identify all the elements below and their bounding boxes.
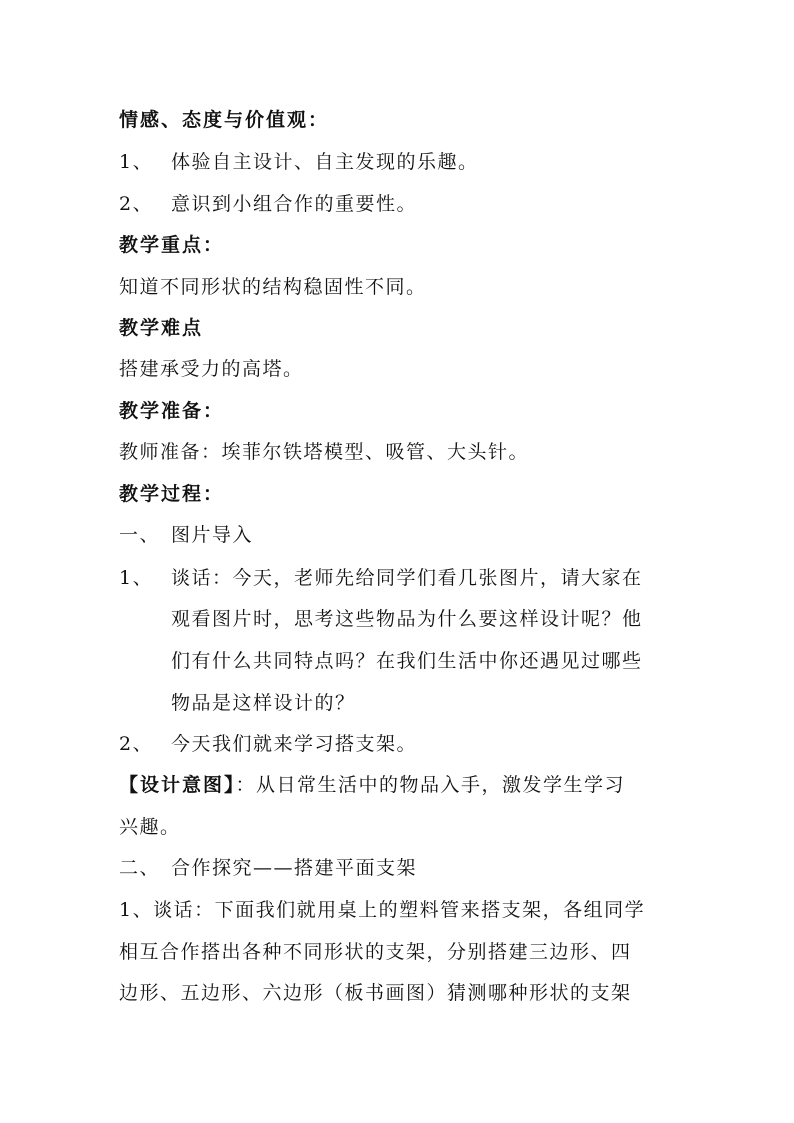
section-number: 一、	[119, 524, 161, 546]
paragraph-text: 今天我们就来学习搭支架。	[171, 733, 418, 755]
paragraph-3-line-1: 1、谈话：下面我们就用桌上的塑料管来搭支架，各组同学	[119, 899, 646, 921]
heading-emotion: 情感、态度与价值观：	[119, 109, 330, 131]
preparation-text: 教师准备：埃菲尔铁塔模型、吸管、大头针。	[119, 441, 530, 463]
heading-key-points: 教学重点：	[119, 234, 225, 256]
paragraph-text: 谈话：今天，老师先给同学们看几张图片，请大家在	[171, 567, 643, 589]
heading-process: 教学过程：	[119, 483, 225, 505]
emotion-item-2	[119, 191, 417, 217]
design-intent-text: ：从日常生活中的物品入手，激发学生学习	[235, 774, 626, 796]
item-number: 1、	[119, 567, 154, 589]
section-1-title	[119, 522, 253, 548]
paragraph-2	[119, 731, 417, 757]
paragraph-1-line-3: 们有什么共同特点吗？在我们生活中你还遇见过哪些	[171, 650, 643, 672]
paragraph-1-line-1	[119, 565, 643, 591]
paragraph-1-line-4: 物品是这样设计的？	[171, 692, 356, 714]
section-number: 二、	[119, 857, 161, 879]
paragraph-1-line-2: 观看图片时，思考这些物品为什么要这样设计呢？他	[171, 608, 643, 630]
item-number: 2、	[119, 193, 154, 215]
emotion-item-1	[119, 149, 479, 175]
item-text: 体验自主设计、自主发现的乐趣。	[171, 151, 479, 173]
design-intent-line-1	[119, 772, 625, 798]
item-number: 1、	[119, 151, 154, 173]
item-text: 意识到小组合作的重要性。	[171, 193, 418, 215]
item-number: 2、	[119, 733, 154, 755]
design-intent-line-2: 兴趣。	[119, 816, 181, 838]
section-text: 图片导入	[171, 524, 254, 546]
paragraph-3-line-2: 相互合作搭出各种不同形状的支架，分别搭建三边形、四	[119, 941, 632, 963]
section-2-title	[119, 855, 417, 881]
difficult-points-text: 搭建承受力的高塔。	[119, 358, 304, 380]
heading-difficult-points: 教学难点	[119, 317, 204, 339]
section-text: 合作探究——搭建平面支架	[171, 857, 418, 879]
design-intent-label: 【设计意图】	[119, 774, 236, 796]
heading-preparation: 教学准备：	[119, 400, 225, 422]
key-points-text: 知道不同形状的结构稳固性不同。	[119, 276, 427, 298]
paragraph-3-line-3: 边形、五边形、六边形（板书画图）猜测哪种形状的支架	[119, 982, 632, 1004]
